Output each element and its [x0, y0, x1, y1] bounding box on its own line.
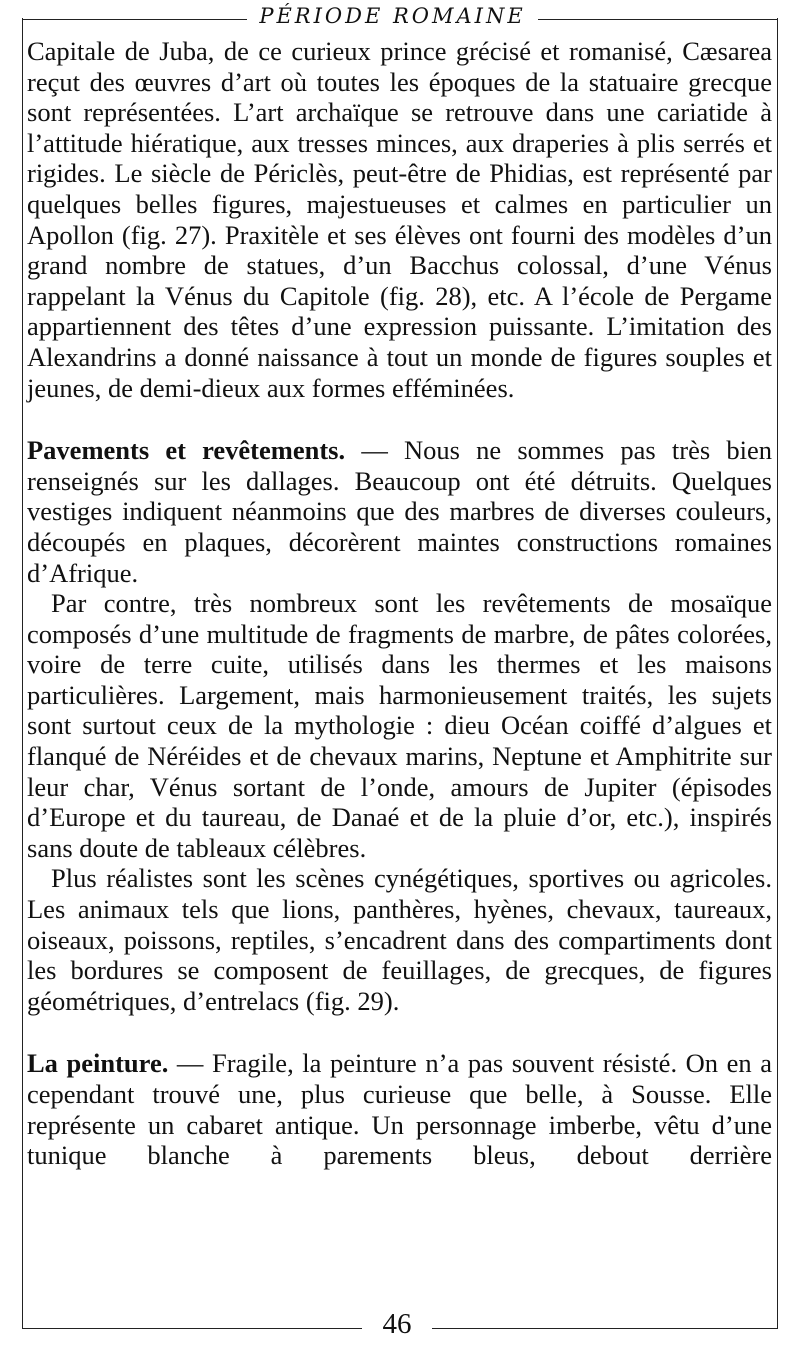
section-gap: [27, 403, 772, 435]
header-rule-left: [22, 19, 247, 20]
paragraph-pavements-text: — Nous ne sommes pas très bien renseignés sur les dallages. Beaucoup ont été détruits. Quelques vestiges indiquent néanmoins que des marbres de diverses couleurs, découpés en plaques, décorèrent maintes constructions romaines d’Afrique.: [27, 435, 772, 588]
paragraph-painting: [27, 1048, 772, 1170]
footer-rule-left: [22, 1328, 362, 1329]
frame-rule-left: [22, 18, 23, 1328]
paragraph-pavements: [27, 435, 772, 588]
body-text: [27, 36, 772, 1171]
paragraph-statuary: Capitale de Juba, de ce curieux prince grécisé et romanisé, Cæsarea reçut des œuvres d’art où toutes les époques de la statuaire grecque sont représentées. L’art archaïque se retrouve dans une cariatide à l’attitude hiératique, aux tresses minces, aux draperies à plis serrés et rigides. Le siècle de Périclès, peut-être de Phidias, est représenté par quelques belles figures, majestueuses et calmes en particulier un Apollon (fig. 27). Praxitèle et ses élèves ont fourni des modèles d’un grand nombre de statues, d’un Bacchus colossal, d’une Vénus rappelant la Vénus du Capitole (fig. 28), etc. A l’école de Pergame appartiennent des têtes d’une expression puissante. L’imitation des Alexandrins a donné naissance à tout un monde de figures souples et jeunes, de demi-dieux aux formes efféminées.: [27, 36, 772, 403]
running-head-title: PÉRIODE ROMAINE: [259, 4, 526, 28]
footer-rule-right: [432, 1328, 778, 1329]
section-gap: [27, 1016, 772, 1048]
header-rule-right: [538, 19, 778, 20]
paragraph-painting-text: — Fragile, la peinture n’a pas souvent résisté. On en a cependant trouvé une, plus curieuse que belle, à Sousse. Elle représente un cabaret antique. Un personnage imberbe, vêtu d’une tunique blanche à parements bleus, debout derrière: [27, 1048, 772, 1171]
frame-rule-right: [777, 18, 778, 1328]
page-number: 46: [382, 1308, 412, 1340]
section-heading-pavements: Pavements et revêtements.: [27, 435, 346, 466]
section-heading-painting: La peinture.: [27, 1048, 169, 1079]
paragraph-mosaics: Par contre, très nombreux sont les revêtements de mosaïque composés d’une multitude de fragments de marbre, de pâtes colorées, voire de terre cuite, utilisés dans les thermes et les maisons particulières. Largement, mais harmonieusement traités, les sujets sont surtout ceux de la mythologie : dieu Océan coiffé d’algues et flanqué de Néréides et de chevaux marins, Neptune et Amphitrite sur leur char, Vénus sortant de l’onde, amours de Jupiter (épisodes d’Europe et du taureau, de Danaé et de la pluie d’or, etc.), inspirés sans doute de tableaux célèbres.: [27, 588, 772, 863]
page-footer: [0, 1300, 800, 1345]
running-header: [0, 0, 800, 36]
paragraph-realistic-scenes: Plus réalistes sont les scènes cynégétiques, sportives ou agricoles. Les animaux tels que lions, panthères, hyènes, chevaux, taureaux, oiseaux, poissons, reptiles, s’encadrent dans des compartiments dont les bordures se composent de feuillages, de grecques, de figures géométriques, d’entrelacs (fig. 29).: [27, 863, 772, 1016]
